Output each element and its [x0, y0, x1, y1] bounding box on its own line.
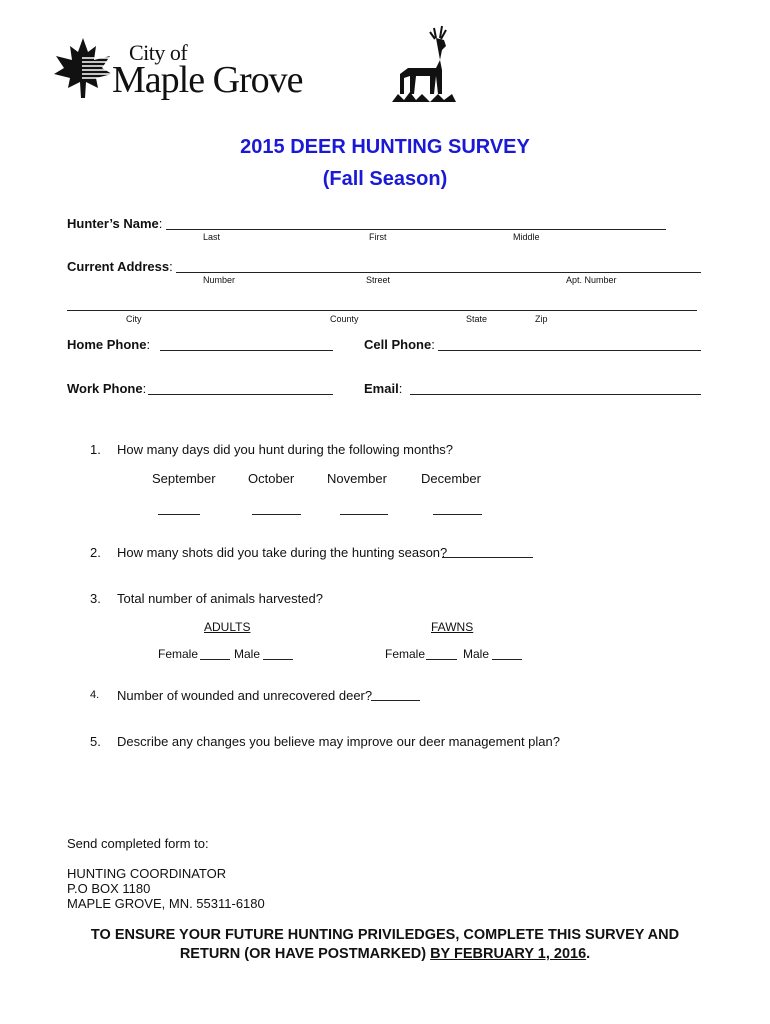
- q5-number: 5.: [90, 734, 101, 749]
- adult-male-field[interactable]: [263, 659, 293, 660]
- q2-number: 2.: [90, 545, 101, 560]
- hunter-name-label: Hunter’s Name:: [67, 216, 163, 231]
- footer-line1: TO ENSURE YOUR FUTURE HUNTING PRIVILEDGES, COMPLETE THIS SURVEY AND: [90, 927, 680, 943]
- november-days-field[interactable]: [340, 514, 388, 515]
- page-title: 2015 DEER HUNTING SURVEY: [240, 136, 530, 158]
- logo-city-text: City of: [129, 40, 188, 65]
- december-days-field[interactable]: [433, 514, 482, 515]
- fawns-heading: FAWNS: [431, 620, 474, 634]
- q3-number: 3.: [90, 591, 101, 606]
- email-field[interactable]: [410, 394, 701, 395]
- footer-line2-a: RETURN (OR HAVE POSTMARKED): [179, 946, 427, 962]
- address-city-field[interactable]: [67, 310, 697, 311]
- cell-phone-label: Cell Phone:: [364, 337, 435, 352]
- fawn-male-label: Male: [463, 647, 490, 661]
- q2-text: How many shots did you take during the hunting season?: [117, 545, 448, 560]
- q1-text: How many days did you hunt during the following months?: [117, 442, 454, 457]
- adult-female-field[interactable]: [200, 659, 230, 660]
- month-october: October: [248, 471, 295, 486]
- footer-line2: [0, 945, 770, 964]
- work-phone-label: Work Phone:: [67, 381, 147, 396]
- address-label: Current Address:: [67, 259, 173, 274]
- october-days-field[interactable]: [252, 514, 301, 515]
- logo-name-text: Maple Grove: [112, 59, 303, 101]
- email-label: Email:: [364, 381, 403, 396]
- month-september: September: [152, 471, 216, 486]
- maple-leaf-icon: [52, 36, 114, 100]
- adult-female-label: Female: [158, 647, 199, 661]
- month-december: December: [421, 471, 481, 486]
- sub-last: Last: [203, 232, 221, 242]
- sub-first: First: [369, 232, 387, 242]
- sub-zip: Zip: [535, 314, 548, 324]
- footer-line2-c: .: [586, 946, 591, 962]
- sub-apt: Apt. Number: [566, 275, 617, 285]
- hunter-name-field[interactable]: [166, 229, 666, 230]
- month-november: November: [327, 471, 387, 486]
- address-street-field[interactable]: [176, 272, 701, 273]
- deer-icon: [386, 24, 460, 106]
- fawn-female-field[interactable]: [426, 659, 457, 660]
- sub-number: Number: [203, 275, 236, 285]
- page-subtitle: (Fall Season): [322, 168, 448, 190]
- sub-city: City: [126, 314, 142, 324]
- cell-phone-field[interactable]: [438, 350, 701, 351]
- send-line3: MAPLE GROVE, MN. 55311-6180: [67, 896, 265, 911]
- adults-heading: ADULTS: [204, 620, 251, 634]
- q4-number: 4.: [90, 689, 100, 701]
- q5-text: Describe any changes you believe may improve our deer management plan?: [117, 734, 560, 749]
- send-line2: P.O BOX 1180: [67, 881, 151, 896]
- home-phone-field[interactable]: [160, 350, 333, 351]
- fawn-female-label: Female: [385, 647, 426, 661]
- q4-text: Number of wounded and unrecovered deer?: [117, 688, 373, 703]
- sub-county: County: [330, 314, 359, 324]
- q1-number: 1.: [90, 442, 101, 457]
- sub-street: Street: [366, 275, 391, 285]
- shots-field[interactable]: [442, 557, 533, 558]
- work-phone-field[interactable]: [148, 394, 333, 395]
- september-days-field[interactable]: [158, 514, 200, 515]
- fawn-male-field[interactable]: [492, 659, 522, 660]
- wounded-field[interactable]: [371, 700, 420, 701]
- home-phone-label: Home Phone:: [67, 337, 151, 352]
- q3-text: Total number of animals harvested?: [117, 591, 323, 606]
- sub-state: State: [466, 314, 488, 324]
- footer-deadline: BY FEBRUARY 1, 2016: [430, 946, 587, 962]
- sub-middle: Middle: [513, 232, 540, 242]
- send-intro: Send completed form to:: [67, 836, 209, 851]
- send-line1: HUNTING COORDINATOR: [67, 866, 227, 881]
- adult-male-label: Male: [234, 647, 261, 661]
